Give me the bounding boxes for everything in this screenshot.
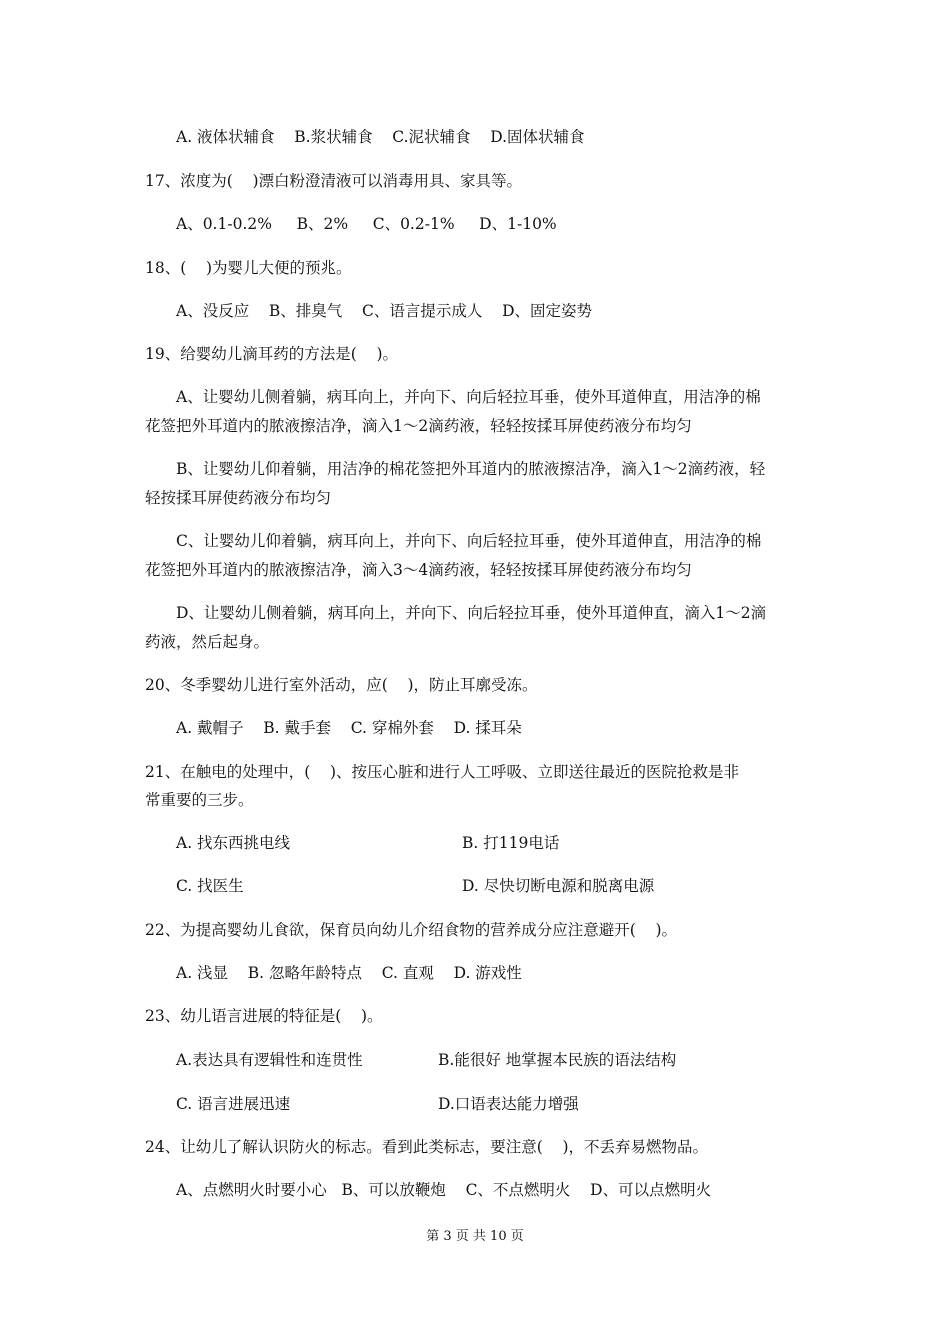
option-21b: B. 打119电话: [462, 834, 560, 852]
option-19c-line2: 花签把外耳道内的脓液擦洁净，滴入3～4滴药液，轻轻按揉耳屏使药液分布均匀: [145, 561, 692, 579]
question-21-line1: 21、在触电的处理中，( )、按压心脏和进行人工呼吸、立即送往最近的医院抢救是非: [145, 763, 740, 781]
option-23b: B.能很好 地掌握本民族的语法结构: [438, 1051, 677, 1069]
option-23c: C. 语言进展迅速: [176, 1095, 291, 1113]
question-20: 20、冬季婴幼儿进行室外活动，应( )，防止耳廓受冻。: [145, 676, 538, 694]
page-footer: 第 3 页 共 10 页: [426, 1229, 524, 1244]
option-19b-line2: 轻按揉耳屏使药液分布均匀: [145, 489, 332, 507]
option-line-q18: A、没反应 B、排臭气 C、语言提示成人 D、固定姿势: [176, 302, 592, 320]
question-23: 23、幼儿语言进展的特征是( )。: [145, 1007, 383, 1025]
option-line-q24: A、点燃明火时要小心 B、可以放鞭炮 C、不点燃明火 D、可以点燃明火: [176, 1181, 712, 1199]
option-23d: D.口语表达能力增强: [438, 1095, 579, 1113]
option-21a: A. 找东西挑电线: [176, 834, 291, 852]
option-21c: C. 找医生: [176, 877, 244, 895]
option-19d-line1: D、让婴幼儿侧着躺，病耳向上，并向下、向后轻拉耳垂，使外耳道伸直，滴入1～2滴: [176, 604, 767, 622]
option-19c-line1: C、让婴幼儿仰着躺，病耳向上，并向下、向后轻拉耳垂，使外耳道伸直，用洁净的棉: [176, 532, 762, 550]
question-19: 19、给婴幼儿滴耳药的方法是( )。: [145, 345, 399, 363]
option-19d-line2: 药液，然后起身。: [145, 633, 270, 651]
option-line-q22: A. 浅显 B. 忽略年龄特点 C. 直观 D. 游戏性: [176, 964, 522, 982]
option-line-q17: A、0.1-0.2% B、2% C、0.2-1% D、1-10%: [176, 215, 557, 233]
option-line-q16: A. 液体状辅食 B.浆状辅食 C.泥状辅食 D.固体状辅食: [176, 128, 585, 146]
question-22: 22、为提高婴幼儿食欲，保育员向幼儿介绍食物的营养成分应注意避开( )。: [145, 921, 678, 939]
question-21-line2: 常重要的三步。: [145, 791, 254, 809]
question-24: 24、让幼儿了解认识防火的标志。看到此类标志，要注意( )，不丢弃易燃物品。: [145, 1138, 709, 1156]
option-19a-line1: A、让婴幼儿侧着躺，病耳向上，并向下、向后轻拉耳垂，使外耳道伸直，用洁净的棉: [176, 388, 761, 406]
option-19b-line1: B、让婴幼儿仰着躺，用洁净的棉花签把外耳道内的脓液擦洁净，滴入1～2滴药液，轻: [176, 460, 766, 478]
question-17: 17、浓度为( )漂白粉澄清液可以消毒用具、家具等。: [145, 172, 523, 190]
option-23a: A.表达具有逻辑性和连贯性: [176, 1051, 363, 1069]
option-19a-line2: 花签把外耳道内的脓液擦洁净，滴入1～2滴药液，轻轻按揉耳屏使药液分布均匀: [145, 417, 692, 435]
option-21d: D. 尽快切断电源和脱离电源: [462, 877, 655, 895]
question-18: 18、( )为婴儿大便的预兆。: [145, 259, 352, 277]
option-line-q20: A. 戴帽子 B. 戴手套 C. 穿棉外套 D. 揉耳朵: [176, 719, 522, 737]
